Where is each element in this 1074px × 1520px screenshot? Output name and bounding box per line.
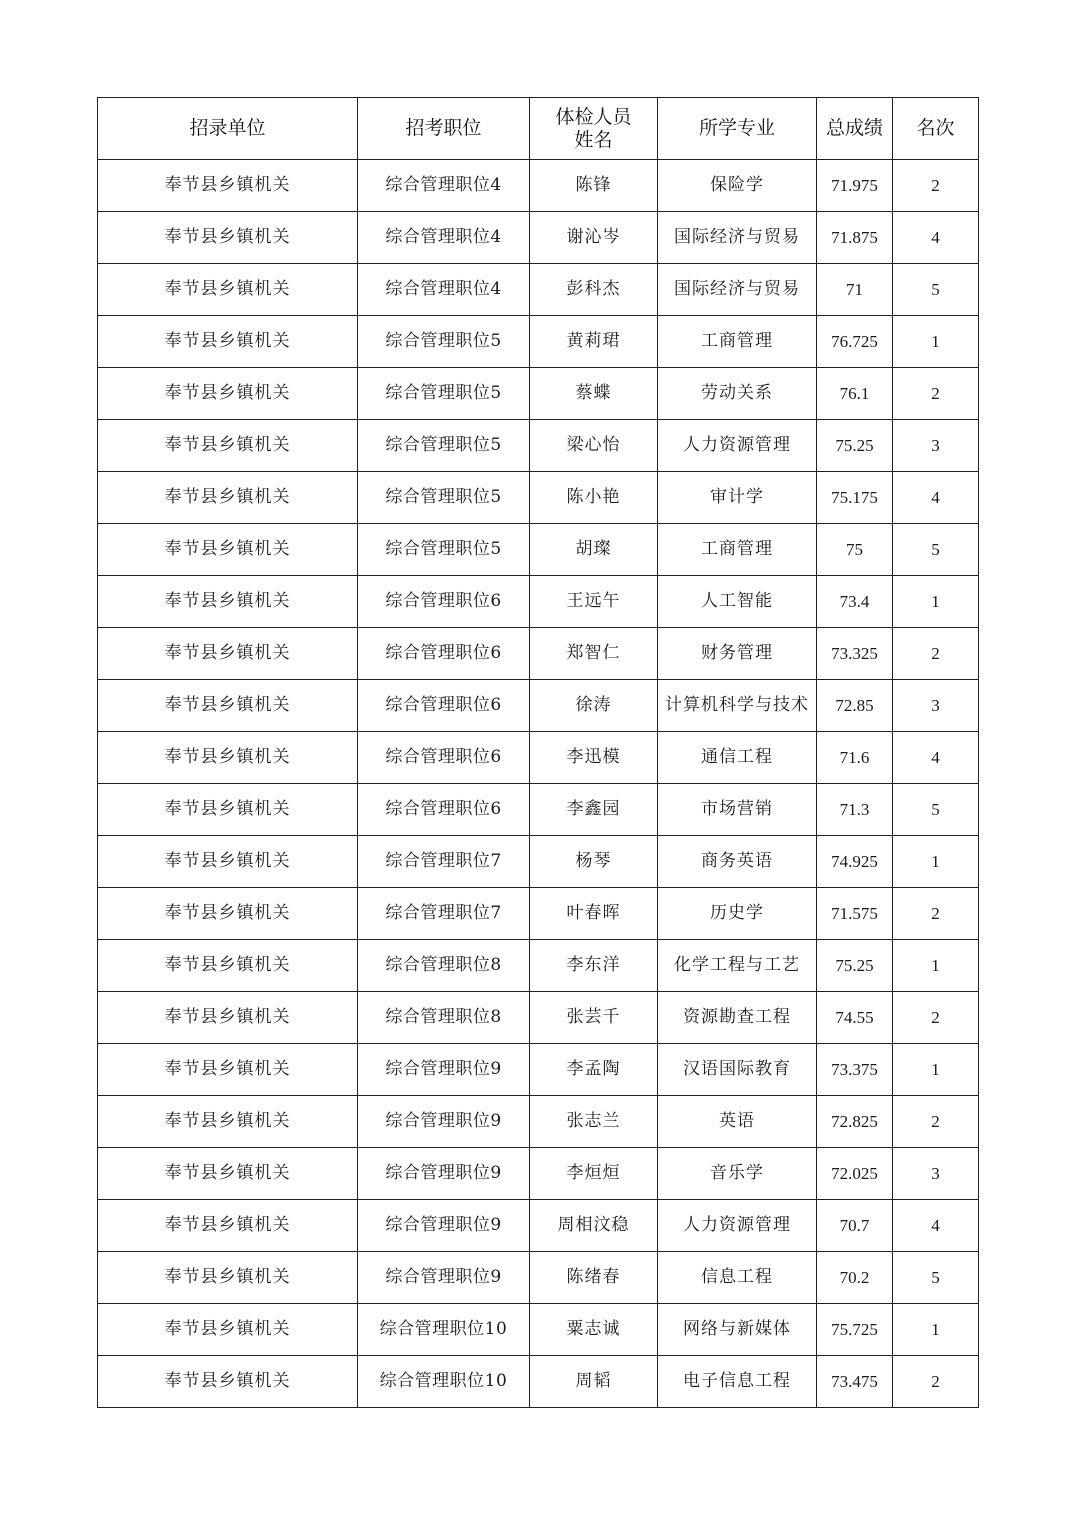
cell-name: 李烜烜 [530, 1148, 658, 1200]
header-candidate-name: 体检人员 姓名 [530, 98, 658, 160]
cell-unit: 奉节县乡镇机关 [98, 836, 358, 888]
cell-total-score: 75.175 [817, 472, 893, 524]
table-row [98, 316, 979, 368]
cell-name: 陈绪春 [530, 1252, 658, 1304]
cell-position: 综合管理职位4 [358, 264, 530, 316]
cell-position: 综合管理职位6 [358, 784, 530, 836]
cell-position: 综合管理职位9 [358, 1252, 530, 1304]
cell-unit: 奉节县乡镇机关 [98, 316, 358, 368]
cell-name: 李鑫园 [530, 784, 658, 836]
header-unit: 招录单位 [98, 98, 358, 160]
cell-name: 李迅模 [530, 732, 658, 784]
cell-unit: 奉节县乡镇机关 [98, 576, 358, 628]
table-row [98, 212, 979, 264]
cell-total-score: 73.4 [817, 576, 893, 628]
cell-rank: 2 [893, 1096, 979, 1148]
table-row [98, 784, 979, 836]
table-row [98, 628, 979, 680]
table-row [98, 1096, 979, 1148]
cell-name: 陈锋 [530, 160, 658, 212]
cell-major: 汉语国际教育 [658, 1044, 817, 1096]
cell-position: 综合管理职位6 [358, 680, 530, 732]
cell-total-score: 75.725 [817, 1304, 893, 1356]
table-row [98, 1356, 979, 1408]
cell-unit: 奉节县乡镇机关 [98, 992, 358, 1044]
cell-total-score: 70.2 [817, 1252, 893, 1304]
cell-position: 综合管理职位7 [358, 888, 530, 940]
cell-total-score: 71.6 [817, 732, 893, 784]
cell-rank: 2 [893, 368, 979, 420]
cell-rank: 1 [893, 940, 979, 992]
cell-major: 通信工程 [658, 732, 817, 784]
cell-unit: 奉节县乡镇机关 [98, 888, 358, 940]
cell-total-score: 71.975 [817, 160, 893, 212]
cell-major: 人力资源管理 [658, 420, 817, 472]
cell-name: 张志兰 [530, 1096, 658, 1148]
cell-unit: 奉节县乡镇机关 [98, 784, 358, 836]
cell-rank: 3 [893, 1148, 979, 1200]
table-row [98, 1044, 979, 1096]
header-total-score: 总成绩 [817, 98, 893, 160]
cell-name: 陈小艳 [530, 472, 658, 524]
cell-major: 网络与新媒体 [658, 1304, 817, 1356]
cell-rank: 5 [893, 1252, 979, 1304]
cell-name: 郑智仁 [530, 628, 658, 680]
cell-major: 工商管理 [658, 316, 817, 368]
results-table [97, 97, 979, 1408]
cell-major: 工商管理 [658, 524, 817, 576]
table-row [98, 524, 979, 576]
cell-position: 综合管理职位9 [358, 1200, 530, 1252]
cell-major: 人工智能 [658, 576, 817, 628]
cell-unit: 奉节县乡镇机关 [98, 1200, 358, 1252]
cell-position: 综合管理职位5 [358, 316, 530, 368]
cell-rank: 2 [893, 992, 979, 1044]
cell-major: 人力资源管理 [658, 1200, 817, 1252]
cell-unit: 奉节县乡镇机关 [98, 1096, 358, 1148]
cell-total-score: 76.1 [817, 368, 893, 420]
cell-major: 音乐学 [658, 1148, 817, 1200]
table-row [98, 1252, 979, 1304]
cell-position: 综合管理职位5 [358, 524, 530, 576]
cell-position: 综合管理职位4 [358, 160, 530, 212]
cell-major: 化学工程与工艺 [658, 940, 817, 992]
cell-major: 国际经济与贸易 [658, 264, 817, 316]
cell-position: 综合管理职位9 [358, 1096, 530, 1148]
cell-name: 李东洋 [530, 940, 658, 992]
cell-name: 周相汶稳 [530, 1200, 658, 1252]
table-row [98, 680, 979, 732]
cell-total-score: 71.3 [817, 784, 893, 836]
cell-major: 历史学 [658, 888, 817, 940]
cell-unit: 奉节县乡镇机关 [98, 212, 358, 264]
cell-position: 综合管理职位7 [358, 836, 530, 888]
cell-unit: 奉节县乡镇机关 [98, 264, 358, 316]
cell-name: 周韬 [530, 1356, 658, 1408]
cell-name: 李孟陶 [530, 1044, 658, 1096]
cell-total-score: 71.575 [817, 888, 893, 940]
cell-total-score: 72.025 [817, 1148, 893, 1200]
cell-rank: 4 [893, 472, 979, 524]
cell-rank: 5 [893, 784, 979, 836]
cell-unit: 奉节县乡镇机关 [98, 1304, 358, 1356]
cell-unit: 奉节县乡镇机关 [98, 160, 358, 212]
cell-total-score: 73.475 [817, 1356, 893, 1408]
table-row [98, 368, 979, 420]
cell-rank: 2 [893, 888, 979, 940]
header-rank: 名次 [893, 98, 979, 160]
cell-major: 国际经济与贸易 [658, 212, 817, 264]
cell-major: 信息工程 [658, 1252, 817, 1304]
cell-unit: 奉节县乡镇机关 [98, 628, 358, 680]
cell-unit: 奉节县乡镇机关 [98, 472, 358, 524]
cell-total-score: 71 [817, 264, 893, 316]
cell-unit: 奉节县乡镇机关 [98, 1044, 358, 1096]
cell-position: 综合管理职位10 [358, 1356, 530, 1408]
cell-rank: 5 [893, 264, 979, 316]
cell-rank: 2 [893, 1356, 979, 1408]
cell-major: 英语 [658, 1096, 817, 1148]
cell-total-score: 75.25 [817, 420, 893, 472]
cell-position: 综合管理职位4 [358, 212, 530, 264]
cell-unit: 奉节县乡镇机关 [98, 940, 358, 992]
cell-name: 蔡蝶 [530, 368, 658, 420]
cell-rank: 5 [893, 524, 979, 576]
cell-name: 黄莉珺 [530, 316, 658, 368]
cell-major: 财务管理 [658, 628, 817, 680]
cell-position: 综合管理职位6 [358, 576, 530, 628]
cell-position: 综合管理职位5 [358, 472, 530, 524]
cell-name: 粟志诚 [530, 1304, 658, 1356]
cell-position: 综合管理职位5 [358, 368, 530, 420]
table-header [98, 98, 979, 160]
cell-total-score: 72.825 [817, 1096, 893, 1148]
table-row [98, 264, 979, 316]
cell-rank: 4 [893, 212, 979, 264]
table-row [98, 1148, 979, 1200]
cell-rank: 1 [893, 1304, 979, 1356]
header-major: 所学专业 [658, 98, 817, 160]
cell-major: 商务英语 [658, 836, 817, 888]
cell-name: 梁心怡 [530, 420, 658, 472]
cell-total-score: 74.55 [817, 992, 893, 1044]
table-row [98, 836, 979, 888]
cell-position: 综合管理职位6 [358, 732, 530, 784]
cell-total-score: 70.7 [817, 1200, 893, 1252]
cell-major: 资源勘查工程 [658, 992, 817, 1044]
cell-rank: 1 [893, 576, 979, 628]
cell-unit: 奉节县乡镇机关 [98, 524, 358, 576]
cell-position: 综合管理职位9 [358, 1148, 530, 1200]
table-row [98, 992, 979, 1044]
cell-rank: 4 [893, 732, 979, 784]
cell-major: 劳动关系 [658, 368, 817, 420]
cell-rank: 3 [893, 680, 979, 732]
cell-position: 综合管理职位8 [358, 940, 530, 992]
cell-rank: 1 [893, 1044, 979, 1096]
cell-total-score: 72.85 [817, 680, 893, 732]
cell-position: 综合管理职位5 [358, 420, 530, 472]
cell-name: 胡璨 [530, 524, 658, 576]
cell-name: 王远午 [530, 576, 658, 628]
table-row [98, 732, 979, 784]
cell-unit: 奉节县乡镇机关 [98, 420, 358, 472]
cell-rank: 2 [893, 628, 979, 680]
cell-rank: 1 [893, 836, 979, 888]
cell-name: 谢沁岑 [530, 212, 658, 264]
cell-major: 计算机科学与技术 [658, 680, 817, 732]
table-row [98, 576, 979, 628]
cell-name: 叶春晖 [530, 888, 658, 940]
cell-major: 电子信息工程 [658, 1356, 817, 1408]
cell-total-score: 75 [817, 524, 893, 576]
table-row [98, 160, 979, 212]
cell-unit: 奉节县乡镇机关 [98, 680, 358, 732]
cell-total-score: 76.725 [817, 316, 893, 368]
cell-rank: 1 [893, 316, 979, 368]
cell-position: 综合管理职位10 [358, 1304, 530, 1356]
cell-major: 市场营销 [658, 784, 817, 836]
cell-unit: 奉节县乡镇机关 [98, 732, 358, 784]
table-row [98, 472, 979, 524]
cell-total-score: 75.25 [817, 940, 893, 992]
cell-rank: 4 [893, 1200, 979, 1252]
cell-total-score: 74.925 [817, 836, 893, 888]
cell-major: 保险学 [658, 160, 817, 212]
header-position: 招考职位 [358, 98, 530, 160]
table-row [98, 940, 979, 992]
cell-rank: 3 [893, 420, 979, 472]
header-row [98, 98, 979, 160]
cell-name: 徐涛 [530, 680, 658, 732]
cell-position: 综合管理职位8 [358, 992, 530, 1044]
cell-unit: 奉节县乡镇机关 [98, 368, 358, 420]
cell-position: 综合管理职位9 [358, 1044, 530, 1096]
cell-total-score: 71.875 [817, 212, 893, 264]
cell-total-score: 73.325 [817, 628, 893, 680]
table-row [98, 1200, 979, 1252]
cell-unit: 奉节县乡镇机关 [98, 1356, 358, 1408]
cell-unit: 奉节县乡镇机关 [98, 1148, 358, 1200]
cell-total-score: 73.375 [817, 1044, 893, 1096]
table-body [98, 160, 979, 1408]
cell-unit: 奉节县乡镇机关 [98, 1252, 358, 1304]
table-row [98, 420, 979, 472]
cell-name: 彭科杰 [530, 264, 658, 316]
cell-major: 审计学 [658, 472, 817, 524]
cell-rank: 2 [893, 160, 979, 212]
cell-position: 综合管理职位6 [358, 628, 530, 680]
cell-name: 杨琴 [530, 836, 658, 888]
table-row [98, 888, 979, 940]
cell-name: 张芸千 [530, 992, 658, 1044]
table-row [98, 1304, 979, 1356]
